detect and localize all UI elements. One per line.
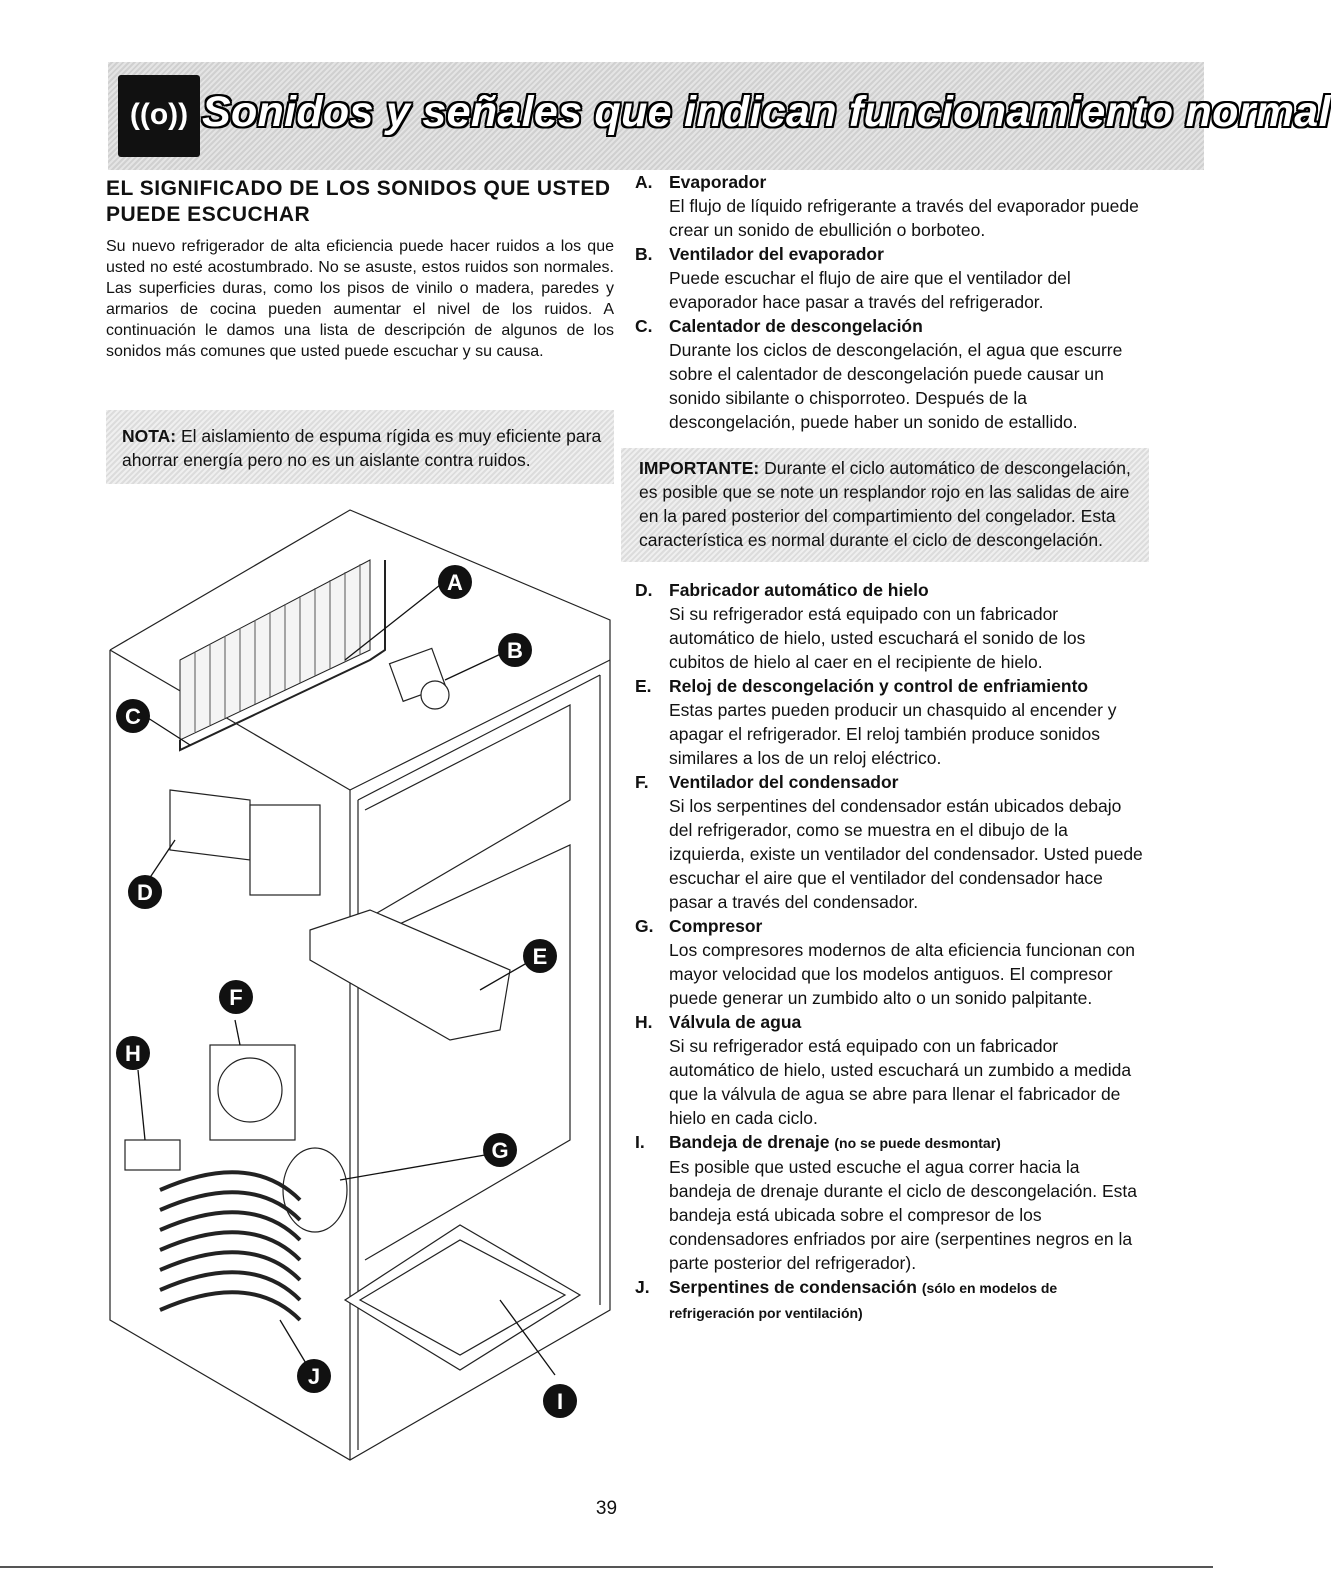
- callout-a-label: A: [447, 570, 463, 595]
- item-text: Puede escuchar el flujo de aire que el ventilador del evaporador hace pasar a través del refrigerador.: [669, 268, 1071, 312]
- item-letter: D.: [635, 580, 653, 600]
- item-letter: I.: [635, 1132, 645, 1152]
- list-item: [635, 1275, 1145, 1325]
- item-subtitle: (sólo en modelos de refrigeración por ventilación): [669, 1280, 1058, 1321]
- item-letter: E.: [635, 676, 652, 696]
- list-item: [635, 770, 1145, 914]
- item-text: Es posible que usted escuche el agua correr hacia la bandeja de drenaje durante el ciclo de descongelación. Esta bandeja está ubicada sobre el compresor de los condensadores enfriados por aire (serpentines negros en la parte posterior del refrigerador).: [669, 1157, 1137, 1273]
- note-text: [122, 424, 602, 472]
- item-title: Ventilador del evaporador: [669, 244, 884, 264]
- note-label: NOTA:: [122, 426, 177, 446]
- callout-f-label: F: [229, 985, 243, 1010]
- compressor: [283, 1148, 347, 1232]
- callout-c-label: C: [125, 704, 141, 729]
- important-label: IMPORTANTE:: [639, 458, 760, 478]
- condenser-fan: [210, 1045, 295, 1140]
- item-title: Ventilador del condensador: [669, 772, 899, 792]
- item-title: Fabricador automático de hielo: [669, 580, 929, 600]
- item-title: Reloj de descongelación y control de enfriamiento: [669, 676, 1089, 696]
- item-letter: F.: [635, 772, 649, 792]
- item-title: Compresor: [669, 916, 763, 936]
- item-text: Estas partes pueden producir un chasquido al encender y apagar el refrigerador. El reloj también produce sonidos similares a los de un reloj eléctrico.: [669, 700, 1117, 768]
- important-body: Durante el ciclo automático de descongelación, es posible que se note un resplandor rojo en las salidas de aire en la pared posterior del compartimiento del congelador. Esta característica es normal durante el ciclo de descongelación.: [639, 458, 1131, 550]
- item-text: Si los serpentines del condensador están ubicados debajo del refrigerador, como se muestra en el dibujo de la izquierda, existe un ventilador del condensador. Usted puede escuchar el aire que el ventilador del condensador hace pasar a través del condensador.: [669, 796, 1143, 912]
- ice-maker: [170, 790, 320, 895]
- callout-j-label: J: [307, 1364, 321, 1389]
- callout-d-label: D: [137, 880, 153, 905]
- note-body: El aislamiento de espuma rígida es muy eficiente para ahorrar energía pero no es un aislante contra ruidos.: [122, 426, 602, 470]
- callout-h-label: H: [125, 1041, 141, 1066]
- bottom-rule: [0, 1566, 1213, 1568]
- item-title: Válvula de agua: [669, 1012, 802, 1032]
- item-text: Si su refrigerador está equipado con un fabricador automático de hielo, usted escuchará el sonido de los cubitos de hielo al caer en el recipiente de hielo.: [669, 604, 1086, 672]
- sound-icon: ((o)): [118, 75, 200, 157]
- callout-i-label: I: [556, 1389, 564, 1414]
- list-item: [635, 578, 1145, 674]
- callout-e-label: E: [532, 944, 548, 969]
- evaporator: [180, 560, 385, 750]
- item-text: Los compresores modernos de alta eficiencia funcionan con mayor velocidad que los modelos antiguos. El compresor puede generar un zumbido alto o un sonido palpitante.: [669, 940, 1135, 1008]
- item-text: Si su refrigerador está equipado con un fabricador automático de hielo, usted escuchará un zumbido a medida que la válvula de agua se abre para llenar el fabricador de hielo en cada ciclo.: [669, 1036, 1132, 1128]
- section-heading: EL SIGNIFICADO DE LOS SONIDOS QUE USTED PUEDE ESCUCHAR: [106, 177, 611, 226]
- item-letter: C.: [635, 316, 653, 336]
- page-number: 39: [595, 1498, 618, 1519]
- page-title: Sonidos y señales que indican funcionamiento normal: [202, 88, 1331, 136]
- item-title: Calentador de descongelación: [669, 316, 923, 336]
- item-letter: J.: [635, 1277, 650, 1297]
- refrigerator-diagram: [100, 500, 620, 1480]
- item-letter: G.: [635, 916, 654, 936]
- control-housing: [310, 910, 510, 1040]
- water-valve: [125, 1140, 180, 1170]
- condenser-coils: [160, 1172, 300, 1320]
- item-text: El flujo de líquido refrigerante a través del evaporador puede crear un sonido de ebullición o borboteo.: [669, 196, 1139, 240]
- callout-g-label: G: [491, 1138, 509, 1163]
- list-item: [635, 1130, 1145, 1275]
- item-title-row: [669, 1275, 1145, 1325]
- list-item: [635, 242, 1145, 314]
- item-title: Serpentines de condensación: [669, 1277, 917, 1297]
- list-item: [635, 170, 1145, 242]
- list-item: [635, 674, 1145, 770]
- item-title-row: [669, 1130, 1145, 1155]
- list-item: [635, 1010, 1145, 1130]
- intro-paragraph: Su nuevo refrigerador de alta eficiencia puede hacer ruidos a los que usted no esté acostumbrado. No se asuste, estos ruidos son normales. Las superficies duras, como los pisos de vinilo o madera, paredes y armarios de cocina pueden aumentar el nivel de los ruidos. A continuación le damos una lista de descripción de algunos de los sonidos más comunes que usted puede escuchar y su causa.: [106, 238, 614, 360]
- callout-b-label: B: [507, 638, 523, 663]
- item-letter: A.: [635, 172, 653, 192]
- item-title: Evaporador: [669, 172, 767, 192]
- evaporator-fan: [389, 648, 449, 709]
- item-letter: H.: [635, 1012, 653, 1032]
- list-item: [635, 314, 1145, 434]
- important-box: [621, 448, 1149, 562]
- item-letter: B.: [635, 244, 653, 264]
- sound-list: [635, 170, 1145, 1325]
- list-item: [635, 914, 1145, 1010]
- item-text: Durante los ciclos de descongelación, el agua que escurre sobre el calentador de descongelación puede causar un sonido sibilante o chisporroteo. Después de la descongelación, puede haber un sonido de estallido.: [669, 340, 1123, 432]
- item-title: Bandeja de drenaje: [669, 1132, 830, 1152]
- item-subtitle: (no se puede desmontar): [834, 1135, 1001, 1151]
